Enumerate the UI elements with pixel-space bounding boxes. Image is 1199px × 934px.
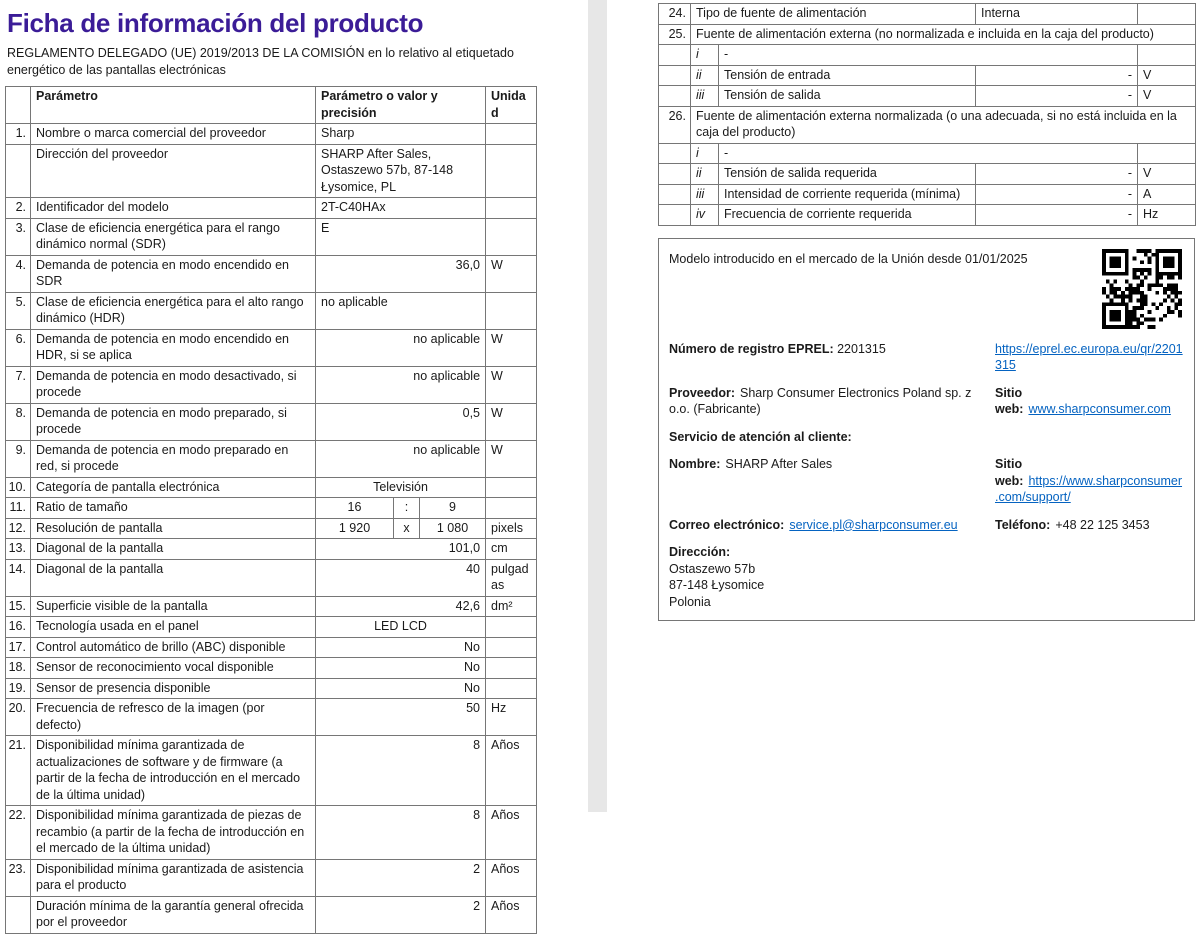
unit-cell: Hz [1138, 205, 1196, 226]
row-number: 23. [6, 859, 31, 896]
row-number: 3. [6, 218, 31, 255]
row-number: 17. [6, 637, 31, 658]
left-page [5, 0, 537, 934]
row-number: 8. [6, 403, 31, 440]
unit-cell [486, 658, 537, 679]
value-cell: E [316, 218, 486, 255]
row-number: 20. [6, 699, 31, 736]
row-number: 12. [6, 518, 31, 539]
row-number: 9. [6, 440, 31, 477]
table-row [6, 617, 537, 638]
table-row [6, 498, 537, 519]
email-link[interactable]: service.pl@sharpconsumer.eu [789, 517, 958, 532]
table-row [6, 403, 537, 440]
name-value: SHARP After Sales [725, 457, 833, 471]
param-cell: Demanda de potencia en modo preparado en red, si procede [31, 440, 316, 477]
value-cell: 2 [316, 896, 486, 933]
unit-cell [486, 617, 537, 638]
row-number [659, 164, 691, 185]
eprel-label: Número de registro EPREL: [669, 341, 834, 356]
supplier-value: Sharp Consumer Electronics Poland sp. z o.o. (Fabricante) [669, 385, 972, 416]
unit-cell: cm [486, 539, 537, 560]
table-row [6, 144, 537, 198]
table-row [6, 637, 537, 658]
value-cell: 9 [420, 498, 486, 519]
param-cell: Frecuencia de corriente requerida [719, 205, 976, 226]
param-cell: Diagonal de la pantalla [31, 559, 316, 596]
value-cell: 2 [316, 859, 486, 896]
unit-cell [486, 218, 537, 255]
param-cell: Demanda de potencia en modo desactivado, si procede [31, 366, 316, 403]
supplier-website-link[interactable]: www.sharpconsumer.com [1028, 402, 1171, 416]
table-row [659, 143, 1196, 164]
unit-cell: W [486, 403, 537, 440]
unit-cell: Hz [486, 699, 537, 736]
row-number [659, 143, 691, 164]
table-row [6, 518, 537, 539]
service-name [669, 456, 989, 506]
param-cell: Frecuencia de refresco de la imagen (por defecto) [31, 699, 316, 736]
table-row [659, 4, 1196, 25]
value-cell: No [316, 658, 486, 679]
unit-cell: Años [486, 736, 537, 806]
power-supply-table [658, 3, 1196, 226]
param-cell: Diagonal de la pantalla [31, 539, 316, 560]
row-number [659, 45, 691, 66]
table-row [6, 896, 537, 933]
value-cell: LED LCD [316, 617, 486, 638]
service-phone [995, 517, 1184, 534]
value-cell: - [976, 86, 1138, 107]
value-cell: 0,5 [316, 403, 486, 440]
address-label: Dirección: [669, 545, 731, 559]
param-cell: Identificador del modelo [31, 198, 316, 219]
name-label: Nombre: [669, 457, 721, 471]
row-number: 6. [6, 329, 31, 366]
table-row [6, 678, 537, 699]
table-row [6, 366, 537, 403]
row-number: 21. [6, 736, 31, 806]
supplier-info-box [658, 238, 1195, 622]
unit-cell [1138, 4, 1196, 25]
page-divider [588, 0, 607, 812]
table-row [659, 164, 1196, 185]
unit-cell: dm² [486, 596, 537, 617]
param-cell: Tensión de salida [719, 86, 976, 107]
table-row [6, 539, 537, 560]
table-row [659, 24, 1196, 45]
param-cell: Demanda de potencia en modo preparado, si procede [31, 403, 316, 440]
param-cell: Tensión de salida requerida [719, 164, 976, 185]
unit-cell [1138, 143, 1196, 164]
param-cell: Intensidad de corriente requerida (mínima) [719, 184, 976, 205]
sub-row-number: i [691, 143, 719, 164]
unit-cell: V [1138, 65, 1196, 86]
table-row [659, 65, 1196, 86]
value-cell: - [976, 184, 1138, 205]
table-row [6, 218, 537, 255]
value-cell: SHARP After Sales, Ostaszewo 57b, 87-148 Łysomice, PL [316, 144, 486, 198]
unit-cell [486, 124, 537, 145]
param-cell: Sensor de reconocimiento vocal disponible [31, 658, 316, 679]
row-number: 16. [6, 617, 31, 638]
row-number: 14. [6, 559, 31, 596]
row-number: 4. [6, 255, 31, 292]
sub-row-number: i [691, 45, 719, 66]
unit-cell [486, 292, 537, 329]
value-cell: 8 [316, 736, 486, 806]
supplier-website [995, 385, 1184, 418]
value-cell: No [316, 678, 486, 699]
table-row [659, 205, 1196, 226]
param-cell: Disponibilidad mínima garantizada de piezas de recambio (a partir de la fecha de introducción en el mercado de la última unidad) [31, 806, 316, 860]
row-number: 25. [659, 24, 691, 45]
unit-cell [486, 637, 537, 658]
sub-row-number: ii [691, 164, 719, 185]
value-cell: 1 920 [316, 518, 394, 539]
row-number: 19. [6, 678, 31, 699]
row-number [659, 86, 691, 107]
header-unit: Unidad [486, 87, 537, 124]
param-cell: Ratio de tamaño [31, 498, 316, 519]
unit-cell: A [1138, 184, 1196, 205]
product-parameters-table [5, 86, 537, 934]
value-cell: 36,0 [316, 255, 486, 292]
phone-value: +48 22 125 3453 [1055, 517, 1150, 532]
unit-cell: W [486, 255, 537, 292]
support-website-link[interactable]: https://www.sharpconsumer.com/support/ [995, 473, 1183, 504]
unit-cell: pulgadas [486, 559, 537, 596]
row-number: 1. [6, 124, 31, 145]
param-cell: Fuente de alimentación externa normalizada (o una adecuada, si no está incluida en la caja del producto) [691, 106, 1196, 143]
row-number: 18. [6, 658, 31, 679]
value-cell: 8 [316, 806, 486, 860]
unit-cell [1138, 45, 1196, 66]
param-cell: Fuente de alimentación externa (no normalizada e incluida en la caja del producto) [691, 24, 1196, 45]
unit-cell: pixels [486, 518, 537, 539]
value-cell: 42,6 [316, 596, 486, 617]
param-cell: Disponibilidad mínima garantizada de actualizaciones de software y de firmware (a partir de la fecha de introducción en el mercado de la última unidad) [31, 736, 316, 806]
unit-cell: Años [486, 859, 537, 896]
row-number [659, 65, 691, 86]
supplier-info [669, 385, 989, 418]
value-cell: 101,0 [316, 539, 486, 560]
row-number: 7. [6, 366, 31, 403]
support-website [995, 456, 1184, 506]
value-cell: no aplicable [316, 366, 486, 403]
value-separator: x [394, 518, 420, 539]
unit-cell: Años [486, 806, 537, 860]
header-parameter: Parámetro [31, 87, 316, 124]
param-cell: Tipo de fuente de alimentación [691, 4, 976, 25]
param-cell: Sensor de presencia disponible [31, 678, 316, 699]
row-number: 10. [6, 477, 31, 498]
qr-code-icon [1102, 249, 1182, 329]
row-number: 2. [6, 198, 31, 219]
table-row [6, 292, 537, 329]
unit-cell [486, 144, 537, 198]
param-cell: Demanda de potencia en modo encendido en SDR [31, 255, 316, 292]
value-cell: 16 [316, 498, 394, 519]
table-row [6, 596, 537, 617]
unit-cell [486, 198, 537, 219]
row-number [659, 205, 691, 226]
unit-cell: W [486, 440, 537, 477]
param-cell: Clase de eficiencia energética para el rango dinámico normal (SDR) [31, 218, 316, 255]
table-row [659, 45, 1196, 66]
row-number: 11. [6, 498, 31, 519]
customer-service-label: Servicio de atención al cliente: [669, 429, 852, 444]
row-number: 5. [6, 292, 31, 329]
row-number [6, 896, 31, 933]
page-title: Ficha de información del producto [7, 8, 424, 38]
param-cell: Tecnología usada en el panel [31, 617, 316, 638]
value-cell: No [316, 637, 486, 658]
param-cell: Categoría de pantalla electrónica [31, 477, 316, 498]
table-header-row [6, 87, 537, 124]
table-row [659, 184, 1196, 205]
unit-cell [486, 477, 537, 498]
value-cell: - [976, 164, 1138, 185]
header-blank [6, 87, 31, 124]
value-cell: Sharp [316, 124, 486, 145]
row-number: 15. [6, 596, 31, 617]
header-value: Parámetro o valor y precisión [316, 87, 486, 124]
param-cell: Nombre o marca comercial del proveedor [31, 124, 316, 145]
table-row [659, 86, 1196, 107]
table-row [6, 477, 537, 498]
unit-cell: V [1138, 164, 1196, 185]
eprel-registration [669, 341, 989, 374]
value-cell: - [719, 143, 1138, 164]
phone-label: Teléfono: [995, 517, 1051, 532]
address-line: Polonia [669, 594, 711, 609]
eprel-link[interactable]: https://eprel.ec.europa.eu/qr/2201315 [995, 341, 1183, 372]
row-number [659, 184, 691, 205]
support-website-label: Sitio web: [995, 457, 1024, 488]
sub-row-number: ii [691, 65, 719, 86]
param-cell: Tensión de entrada [719, 65, 976, 86]
address-line: 87-148 Łysomice [669, 578, 765, 592]
address-line: Ostaszewo 57b [669, 561, 756, 576]
sub-row-number: iv [691, 205, 719, 226]
param-cell: Superficie visible de la pantalla [31, 596, 316, 617]
table-row [6, 859, 537, 896]
eprel-number: 2201315 [837, 341, 886, 356]
table-row [6, 658, 537, 679]
email-label: Correo electrónico: [669, 517, 785, 532]
value-cell: 2T-C40HAx [316, 198, 486, 219]
param-cell: Disponibilidad mínima garantizada de asistencia para el producto [31, 859, 316, 896]
value-cell: Interna [976, 4, 1138, 25]
table-row [6, 124, 537, 145]
value-cell: - [976, 205, 1138, 226]
regulation-subtitle: REGLAMENTO DELEGADO (UE) 2019/2013 DE LA COMISIÓN en lo relativo al etiquetado energético de las pantallas electrónicas [7, 46, 514, 77]
service-email [669, 517, 989, 534]
unit-cell: W [486, 366, 537, 403]
table-row [6, 559, 537, 596]
unit-cell: W [486, 329, 537, 366]
value-cell: no aplicable [316, 329, 486, 366]
value-cell: 1 080 [420, 518, 486, 539]
unit-cell: V [1138, 86, 1196, 107]
param-cell: Control automático de brillo (ABC) disponible [31, 637, 316, 658]
row-number: 26. [659, 106, 691, 143]
address-block [669, 544, 1184, 610]
table-row [6, 440, 537, 477]
param-cell: Duración mínima de la garantía general ofrecida por el proveedor [31, 896, 316, 933]
param-cell: Resolución de pantalla [31, 518, 316, 539]
table-row [659, 106, 1196, 143]
table-row [6, 255, 537, 292]
supplier-label: Proveedor: [669, 385, 735, 400]
value-cell: - [976, 65, 1138, 86]
table-row [6, 198, 537, 219]
row-number [6, 144, 31, 198]
value-cell: 40 [316, 559, 486, 596]
value-cell: - [719, 45, 1138, 66]
table-row [6, 329, 537, 366]
table-row [6, 736, 537, 806]
value-separator: : [394, 498, 420, 519]
table-row [6, 699, 537, 736]
row-number: 24. [659, 4, 691, 25]
market-intro-text: Modelo introducido en el mercado de la Unión desde 01/01/2025 [669, 251, 1028, 266]
row-number: 22. [6, 806, 31, 860]
param-cell: Demanda de potencia en modo encendido en HDR, si se aplica [31, 329, 316, 366]
param-cell: Dirección del proveedor [31, 144, 316, 198]
sub-row-number: iii [691, 86, 719, 107]
value-cell: 50 [316, 699, 486, 736]
unit-cell [486, 498, 537, 519]
table-row [6, 806, 537, 860]
value-cell: Televisión [316, 477, 486, 498]
right-page [658, 3, 1195, 621]
value-cell: no aplicable [316, 440, 486, 477]
sub-row-number: iii [691, 184, 719, 205]
unit-cell: Años [486, 896, 537, 933]
unit-cell [486, 678, 537, 699]
value-cell: no aplicable [316, 292, 486, 329]
row-number: 13. [6, 539, 31, 560]
param-cell: Clase de eficiencia energética para el alto rango dinámico (HDR) [31, 292, 316, 329]
website-label: Sitio web: [995, 385, 1024, 416]
